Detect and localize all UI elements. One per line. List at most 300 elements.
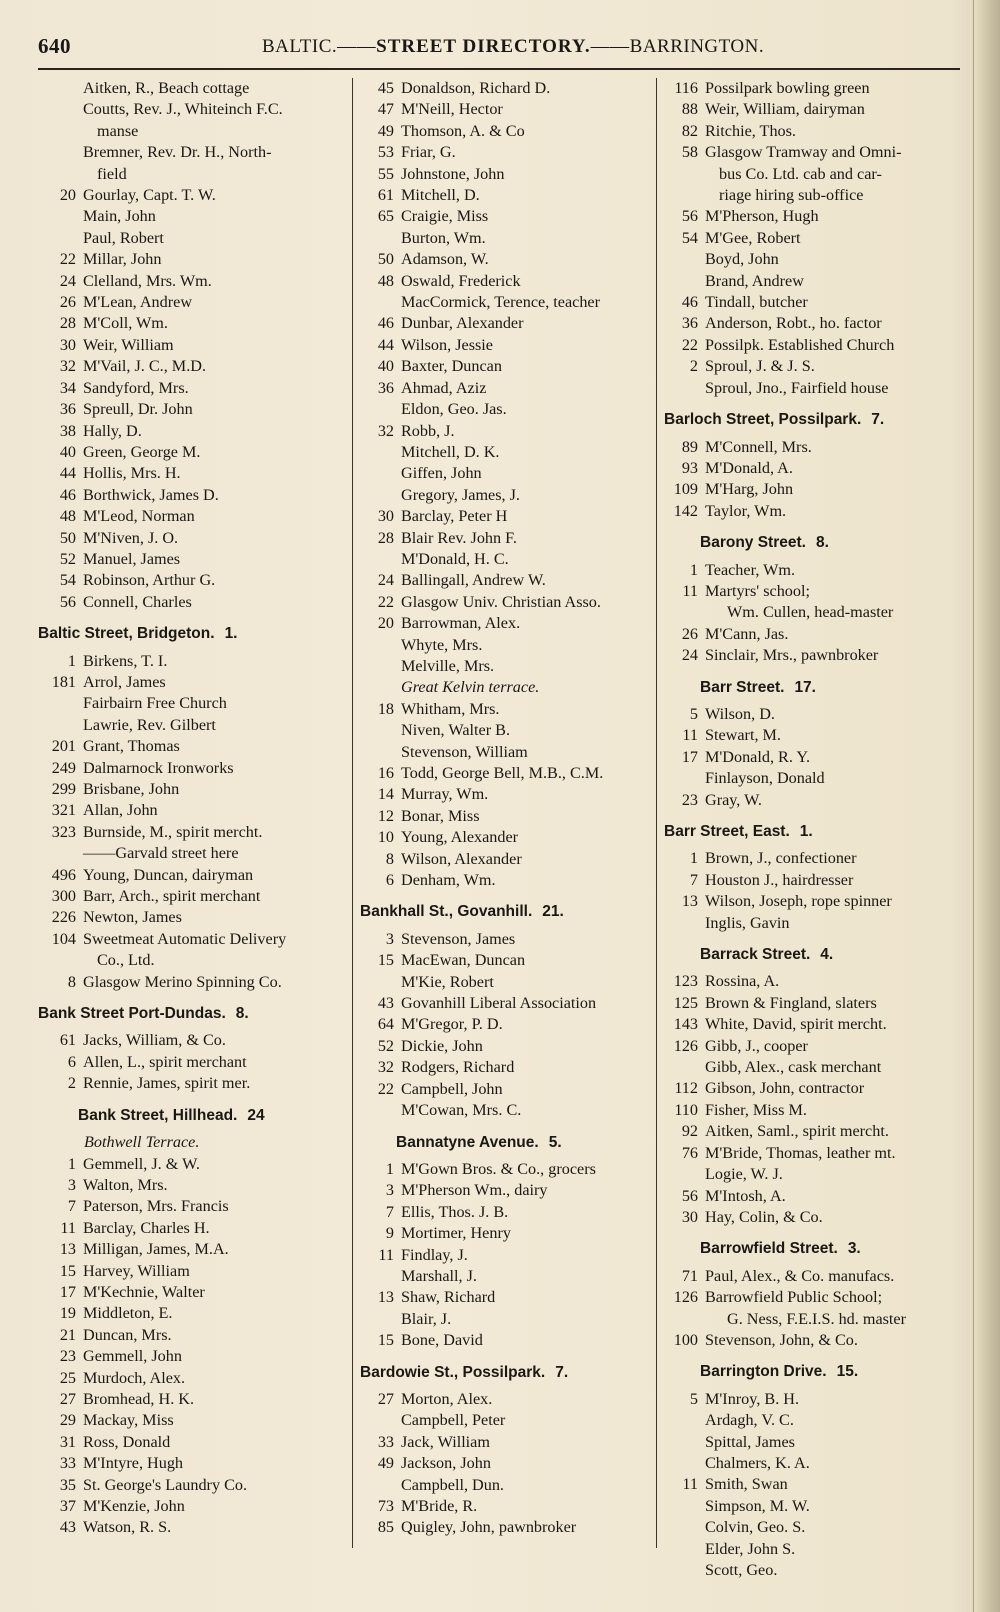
resident-name: Brisbane, John — [83, 780, 180, 798]
house-number: 9 — [385, 1224, 394, 1243]
entry-text — [83, 549, 350, 570]
directory-entry — [38, 142, 350, 185]
house-number: 13 — [681, 892, 698, 911]
house-number: 64 — [377, 1015, 394, 1034]
house-number — [356, 1410, 401, 1431]
directory-entry — [38, 528, 350, 549]
entry-text — [83, 1030, 350, 1051]
resident-name: Sinclair, Mrs., pawnbroker — [705, 646, 879, 665]
house-number: 7 — [689, 870, 698, 889]
directory-entry — [38, 271, 350, 292]
house-number: 18 — [377, 699, 394, 718]
entry-text — [83, 399, 350, 420]
directory-entry — [356, 1266, 652, 1287]
directory-entry — [356, 950, 652, 971]
house-number: 49 — [377, 121, 394, 140]
entry-text — [401, 742, 652, 763]
directory-entry — [660, 602, 966, 623]
directory-entry — [356, 849, 652, 870]
resident-name: Shaw, Richard — [401, 1288, 496, 1307]
column-1 — [38, 78, 350, 1558]
entry-text — [705, 1100, 966, 1121]
directory-entry — [38, 1218, 350, 1239]
house-number: 36 — [681, 314, 698, 333]
house-number — [38, 715, 83, 736]
house-number: 43 — [59, 1518, 76, 1537]
entry-text — [401, 720, 652, 741]
resident-name: Barr, Arch., spirit merchant — [83, 887, 261, 906]
street-name: Bannatyne Avenue. — [396, 1133, 539, 1151]
resident-name: Dickie, John — [401, 1036, 483, 1055]
street-name: Barrack Street. — [700, 946, 811, 964]
house-number: 46 — [681, 293, 698, 312]
resident-name: M'Kechnie, Walter — [83, 1282, 205, 1301]
resident-name: Allen, L., spirit merchant — [83, 1052, 247, 1071]
resident-name: M'Donald, H. C. — [401, 549, 509, 568]
house-number: 24 — [377, 571, 394, 590]
house-number: 55 — [377, 164, 394, 183]
entry-text — [83, 292, 350, 313]
directory-entry — [356, 1389, 652, 1410]
house-number: 33 — [377, 1432, 394, 1451]
resident-name: Wilson, D. — [705, 704, 775, 723]
directory-entry — [356, 1202, 652, 1223]
house-number — [660, 913, 705, 934]
resident-name: Burnside, M., spirit mercht. — [83, 822, 263, 841]
directory-entry — [38, 907, 350, 928]
resident-name: MacEwan, Duncan — [401, 951, 526, 970]
directory-entry — [38, 485, 350, 506]
directory-entry — [38, 715, 350, 736]
entry-text — [705, 1121, 966, 1142]
entry-text — [705, 790, 966, 811]
house-number: 33 — [59, 1454, 76, 1473]
resident-name: Anderson, Robt., ho. factor — [705, 314, 882, 333]
resident-name: Campbell, John — [401, 1079, 503, 1098]
entry-text — [83, 228, 350, 249]
resident-name: Gregory, James, J. — [401, 485, 520, 504]
directory-entry — [660, 971, 966, 992]
entry-text — [83, 356, 350, 377]
directory-entry — [660, 99, 966, 120]
directory-entry — [660, 581, 966, 602]
house-number: 27 — [59, 1389, 76, 1408]
entry-text — [83, 1517, 350, 1538]
house-number: 24 — [59, 271, 76, 290]
house-number: 61 — [59, 1031, 76, 1050]
house-number: 23 — [59, 1347, 76, 1366]
entry-text — [83, 206, 350, 227]
resident-name: Sproul, J. & J. S. — [705, 357, 815, 376]
resident-name: Mortimer, Henry — [401, 1224, 511, 1243]
house-number: 30 — [59, 335, 76, 354]
directory-entry — [356, 720, 652, 741]
resident-name: Dalmarnock Ironworks — [83, 758, 234, 777]
entry-text — [401, 271, 652, 292]
resident-name: Martyrs' school; — [705, 581, 810, 600]
directory-entry — [356, 972, 652, 993]
resident-name: White, David, spirit mercht. — [705, 1015, 887, 1034]
entry-text — [401, 1245, 652, 1266]
house-number: 100 — [673, 1330, 698, 1349]
directory-entry — [660, 437, 966, 458]
resident-name: Tindall, butcher — [705, 293, 808, 312]
resident-name: Harvey, William — [83, 1261, 190, 1280]
entry-text — [83, 1073, 350, 1094]
entry-text — [83, 1239, 350, 1260]
resident-name: Todd, George Bell, M.B., C.M. — [401, 764, 604, 782]
house-number: 323 — [51, 822, 76, 841]
entry-text — [83, 758, 350, 779]
resident-name: M'Kenzie, John — [83, 1497, 185, 1515]
resident-name: Bromhead, H. K. — [83, 1389, 195, 1408]
resident-name: Lawrie, Rev. Gilbert — [83, 715, 216, 734]
house-number: 92 — [681, 1122, 698, 1141]
street-name: Bank Street Port-Dundas. — [38, 1005, 226, 1023]
house-number: 50 — [59, 528, 76, 547]
directory-entry — [660, 292, 966, 313]
house-number: 48 — [59, 507, 76, 526]
entry-text — [705, 121, 966, 142]
directory-entry — [38, 1239, 350, 1260]
entry-text — [705, 1496, 966, 1517]
directory-entry — [38, 1346, 350, 1367]
resident-name: Fisher, Miss M. — [705, 1100, 807, 1119]
directory-entry — [356, 463, 652, 484]
directory-entry — [38, 779, 350, 800]
entry-text — [705, 704, 966, 725]
resident-name: Bonar, Miss — [401, 806, 480, 825]
house-number: 61 — [377, 186, 394, 205]
entry-text — [401, 1100, 652, 1121]
house-number: 22 — [681, 335, 698, 354]
entry-text — [705, 437, 966, 458]
resident-name: Giffen, John — [401, 464, 482, 483]
house-number: 28 — [377, 528, 394, 547]
resident-name: Baxter, Duncan — [401, 357, 502, 376]
resident-name: M'Vail, J. C., M.D. — [83, 357, 206, 376]
entry-text — [705, 1474, 966, 1495]
district-number: 1. — [799, 823, 813, 840]
resident-name: Donaldson, Richard D. — [401, 79, 551, 97]
house-number: 15 — [59, 1261, 76, 1280]
entry-text — [401, 613, 652, 634]
house-number: 11 — [682, 581, 698, 600]
directory-entry — [356, 378, 652, 399]
house-number: 54 — [59, 571, 76, 590]
house-number: 89 — [681, 437, 698, 456]
resident-name: Stewart, M. — [705, 726, 781, 745]
directory-entry — [356, 249, 652, 270]
directory-entry — [660, 624, 966, 645]
entry-text — [705, 1287, 966, 1308]
directory-entry — [356, 1014, 652, 1035]
directory-entry — [38, 1030, 350, 1051]
district-number: 8. — [235, 1005, 249, 1023]
directory-entry — [356, 78, 652, 99]
house-number — [660, 1496, 705, 1517]
house-number — [356, 399, 401, 420]
entry-text — [705, 228, 966, 249]
resident-name: Barclay, Charles H. — [83, 1218, 210, 1237]
entry-text — [705, 78, 966, 99]
district-number: 7. — [871, 411, 885, 429]
directory-entry — [660, 1496, 966, 1517]
directory-entry — [660, 747, 966, 768]
directory-entry — [38, 1282, 350, 1303]
entry-text — [401, 1223, 652, 1244]
entry-text — [401, 1330, 652, 1351]
entry-continuation: riage hiring sub-office — [719, 186, 864, 205]
directory-entry — [660, 1207, 966, 1228]
entry-text — [401, 656, 652, 677]
house-number: 2 — [689, 357, 698, 376]
resident-name: Green, George M. — [83, 442, 201, 461]
house-number — [356, 228, 401, 249]
resident-name: Borthwick, James D. — [83, 485, 219, 504]
street-name: Barr Street, East. — [664, 823, 790, 840]
entry-text — [401, 592, 652, 613]
entry-continuation: field — [97, 164, 127, 183]
house-number: 11 — [682, 726, 698, 745]
directory-entry — [356, 335, 652, 356]
entry-text — [401, 929, 652, 950]
directory-entry — [356, 1036, 652, 1057]
resident-name: Glasgow Merino Spinning Co. — [83, 972, 282, 991]
house-number: 88 — [681, 100, 698, 119]
resident-name: Main, John — [83, 207, 156, 226]
resident-name: Hay, Colin, & Co. — [705, 1207, 823, 1226]
directory-entry — [660, 1474, 966, 1495]
district-number: 1. — [224, 625, 238, 643]
street-heading-barony — [660, 532, 966, 553]
resident-name: Wilson, Jessie — [401, 335, 493, 354]
directory-entry — [356, 292, 652, 313]
house-number — [660, 1517, 705, 1538]
directory-entry — [38, 972, 350, 993]
entry-text — [83, 1261, 350, 1282]
entry-text — [401, 1057, 652, 1078]
entry-text — [83, 570, 350, 591]
resident-name: Aitken, R., Beach cottage — [83, 79, 250, 97]
resident-name: Blair Rev. John F. — [401, 528, 517, 547]
entry-text — [83, 1218, 350, 1239]
resident-name: Aitken, Saml., spirit mercht. — [705, 1122, 889, 1141]
directory-entry — [356, 656, 652, 677]
resident-name: M'Pherson Wm., dairy — [401, 1181, 548, 1200]
resident-name: Glasgow Tramway and Omni- — [705, 143, 902, 162]
resident-name: Young, Alexander — [401, 828, 519, 847]
directory-entry — [38, 651, 350, 672]
directory-entry — [38, 1432, 350, 1453]
resident-name: Ahmad, Aziz — [401, 378, 487, 397]
entry-text — [401, 399, 652, 420]
entry-text — [401, 485, 652, 506]
resident-name: Ballingall, Andrew W. — [401, 571, 546, 590]
directory-entry — [38, 1175, 350, 1196]
entry-text — [83, 1453, 350, 1474]
entry-text — [705, 479, 966, 500]
directory-entry — [660, 1330, 966, 1351]
directory-entry — [38, 1496, 350, 1517]
directory-entry — [356, 485, 652, 506]
directory-entry — [356, 1410, 652, 1431]
house-number — [660, 271, 705, 292]
directory-entry — [660, 142, 966, 206]
entry-text — [401, 1475, 652, 1496]
entry-text — [705, 458, 966, 479]
entry-text — [401, 635, 652, 656]
directory-entry — [38, 378, 350, 399]
directory-entry — [38, 1154, 350, 1175]
resident-name: Whitham, Mrs. — [401, 699, 500, 718]
directory-entry — [356, 271, 652, 292]
entry-text — [401, 699, 652, 720]
entry-text — [705, 1014, 966, 1035]
house-number: 3 — [385, 929, 394, 948]
resident-name: Logie, W. J. — [705, 1165, 783, 1184]
resident-name: M'Niven, J. O. — [83, 528, 179, 547]
house-number: 3 — [67, 1175, 76, 1194]
resident-name: Gibson, John, contractor — [705, 1079, 865, 1098]
directory-entry — [660, 1100, 966, 1121]
resident-name: Paul, Alex., & Co. manufacs. — [705, 1266, 895, 1285]
house-number: 6 — [67, 1052, 76, 1071]
house-number — [38, 99, 83, 142]
house-number — [38, 78, 83, 99]
entry-text — [83, 335, 350, 356]
resident-name: Burton, Wm. — [401, 228, 486, 247]
resident-name: Paterson, Mrs. Francis — [83, 1197, 229, 1216]
house-number — [356, 677, 401, 698]
entry-text — [705, 1309, 966, 1330]
entry-text — [83, 313, 350, 334]
entry-text — [83, 1346, 350, 1367]
entry-text — [705, 206, 966, 227]
resident-name: Murdoch, Alex. — [83, 1368, 186, 1387]
resident-name: M'Lean, Andrew — [83, 293, 193, 312]
running-title: BALTIC.——STREET DIRECTORY.——BARRINGTON. — [262, 36, 765, 57]
header-rule — [38, 68, 960, 70]
house-number: 14 — [377, 785, 394, 804]
house-number: 143 — [673, 1015, 698, 1034]
house-number: 181 — [51, 672, 76, 691]
house-number: 20 — [59, 186, 76, 205]
directory-entry — [660, 458, 966, 479]
entry-continuation: Co., Ltd. — [97, 951, 155, 970]
directory-entry — [38, 506, 350, 527]
resident-name: Ellis, Thos. J. B. — [401, 1202, 509, 1221]
resident-name: M'Cowan, Mrs. C. — [401, 1101, 522, 1120]
directory-entry — [356, 1079, 652, 1100]
house-number — [660, 1539, 705, 1560]
house-number: 300 — [51, 887, 76, 906]
house-number: 54 — [681, 228, 698, 247]
resident-name: Smith, Swan — [705, 1475, 788, 1494]
directory-entry — [356, 784, 652, 805]
directory-entry — [38, 292, 350, 313]
entry-text — [705, 581, 966, 602]
house-number: 110 — [674, 1100, 698, 1119]
house-number: 7 — [67, 1197, 76, 1216]
directory-entry — [356, 1100, 652, 1121]
street-heading-bardowie-street — [356, 1362, 652, 1383]
entry-text — [401, 950, 652, 971]
directory-entry — [38, 672, 350, 693]
directory-entry — [356, 827, 652, 848]
directory-entry — [356, 1287, 652, 1308]
house-number: 2 — [67, 1074, 76, 1093]
house-number: 17 — [59, 1282, 76, 1301]
house-number — [356, 292, 401, 313]
directory-entry — [356, 570, 652, 591]
resident-name: M'Donald, A. — [705, 458, 793, 477]
entry-text — [401, 1496, 652, 1517]
house-number: 73 — [377, 1497, 394, 1515]
resident-name: Gibb, Alex., cask merchant — [705, 1058, 882, 1077]
entry-text — [705, 993, 966, 1014]
directory-entry — [38, 570, 350, 591]
directory-entry — [356, 1245, 652, 1266]
street-heading-barrington — [660, 1361, 966, 1382]
resident-name: Wilson, Alexander — [401, 849, 522, 868]
entry-text — [401, 784, 652, 805]
directory-entry — [356, 142, 652, 163]
house-number: 3 — [385, 1181, 394, 1200]
house-number: 36 — [59, 400, 76, 419]
entry-text — [83, 1325, 350, 1346]
resident-name: M'Bride, Thomas, leather mt. — [705, 1143, 896, 1162]
running-title-middle: STREET DIRECTORY. — [376, 36, 591, 57]
entry-text — [401, 463, 652, 484]
entry-text — [83, 672, 350, 693]
directory-entry — [356, 1309, 652, 1330]
entry-text — [401, 1180, 652, 1201]
entry-text — [705, 356, 966, 377]
entry-text — [705, 645, 966, 666]
resident-name: Adamson, W. — [401, 250, 489, 269]
directory-entry — [660, 501, 966, 522]
directory-entry — [660, 1266, 966, 1287]
house-number: 17 — [681, 747, 698, 766]
directory-entry — [38, 399, 350, 420]
resident-name: Paul, Robert — [83, 228, 164, 247]
house-number — [356, 485, 401, 506]
entry-text — [83, 1175, 350, 1196]
street-heading-barr-east — [660, 821, 966, 842]
house-number: 7 — [385, 1202, 394, 1221]
resident-name: Ross, Donald — [83, 1432, 171, 1451]
house-number: 56 — [681, 207, 698, 226]
resident-name: M'Cann, Jas. — [705, 624, 789, 643]
entry-text — [401, 570, 652, 591]
resident-name: Inglis, Gavin — [705, 913, 790, 932]
resident-name: Findlay, J. — [401, 1245, 468, 1264]
house-number: 16 — [377, 764, 394, 782]
resident-name: Middleton, E. — [83, 1304, 173, 1323]
resident-name: Possilpk. Established Church — [705, 335, 895, 354]
resident-name: Eldon, Geo. Jas. — [401, 400, 507, 419]
directory-entry — [38, 206, 350, 227]
directory-entry — [356, 506, 652, 527]
house-number: 40 — [59, 442, 76, 461]
directory-entry — [38, 463, 350, 484]
entry-text — [401, 185, 652, 206]
resident-name: Manuel, James — [83, 549, 181, 568]
resident-name: Quigley, John, pawnbroker — [401, 1518, 577, 1537]
resident-name: M'Donald, R. Y. — [705, 747, 810, 766]
directory-entry — [660, 1560, 966, 1581]
